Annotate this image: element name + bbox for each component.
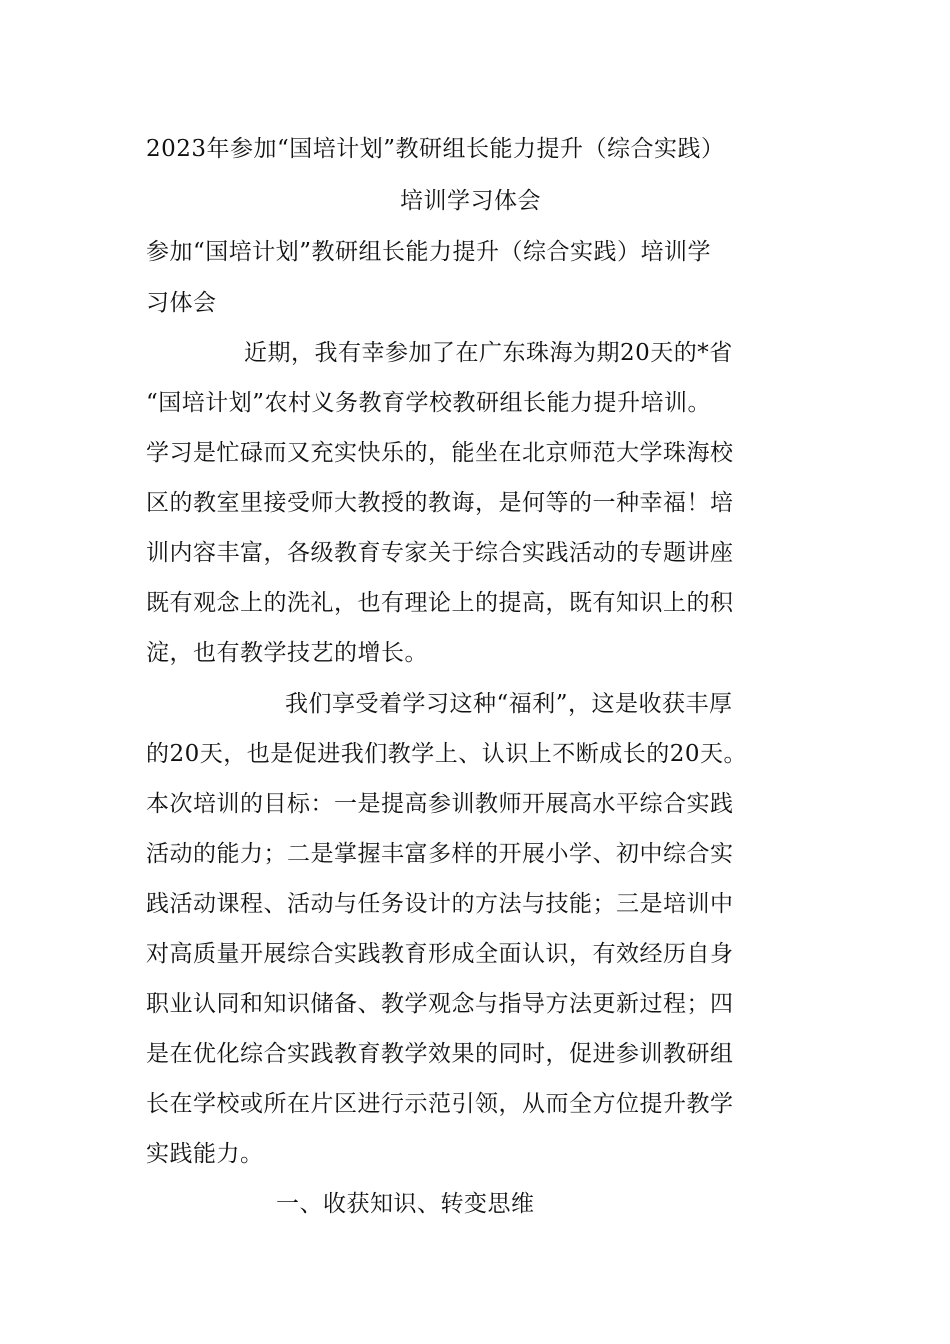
paragraph-2-line: 我们享受着学习这种“福利”，这是收获丰厚 xyxy=(285,691,733,717)
paragraph-2-line: 是在优化综合实践教育教学效果的同时，促进参训教研组 xyxy=(146,1041,734,1067)
paragraph-1-line: “国培计划”农村义务教育学校教研组长能力提升培训。 xyxy=(146,390,712,416)
paragraph-2-line: 的20天，也是促进我们教学上、认识上不断成长的20天。 xyxy=(146,741,748,767)
subtitle-line-1: 参加“国培计划”教研组长能力提升（综合实践）培训学 xyxy=(146,239,712,265)
document-title-line-2: 培训学习体会 xyxy=(400,188,541,214)
paragraph-1-line: 淀，也有教学技艺的增长。 xyxy=(146,640,428,666)
paragraph-2-line: 长在学校或所在片区进行示范引领，从而全方位提升教学 xyxy=(146,1091,734,1117)
paragraph-2-line: 践活动课程、活动与任务设计的方法与技能；三是培训中 xyxy=(146,891,734,917)
section-heading: 一、收获知识、转变思维 xyxy=(276,1191,535,1217)
paragraph-2-line: 实践能力。 xyxy=(146,1141,264,1167)
document-title-line-1: 2023年参加“国培计划”教研组长能力提升（综合实践） xyxy=(146,136,725,162)
paragraph-2-line: 活动的能力；二是掌握丰富多样的开展小学、初中综合实 xyxy=(146,841,734,867)
paragraph-1-line: 既有观念上的洗礼，也有理论上的提高，既有知识上的积 xyxy=(146,590,734,616)
subtitle-line-2: 习体会 xyxy=(146,290,217,316)
paragraph-2-line: 本次培训的目标：一是提高参训教师开展高水平综合实践 xyxy=(146,791,734,817)
paragraph-2-line: 对高质量开展综合实践教育形成全面认识，有效经历自身 xyxy=(146,941,734,967)
paragraph-2-line: 职业认同和知识储备、教学观念与指导方法更新过程；四 xyxy=(146,991,734,1017)
paragraph-1-line: 训内容丰富，各级教育专家关于综合实践活动的专题讲座 xyxy=(146,540,734,566)
paragraph-1-line: 区的教室里接受师大教授的教诲，是何等的一种幸福！培 xyxy=(146,490,734,516)
paragraph-1-line: 近期，我有幸参加了在广东珠海为期20天的*省 xyxy=(244,340,733,366)
paragraph-1-line: 学习是忙碌而又充实快乐的，能坐在北京师范大学珠海校 xyxy=(146,440,734,466)
